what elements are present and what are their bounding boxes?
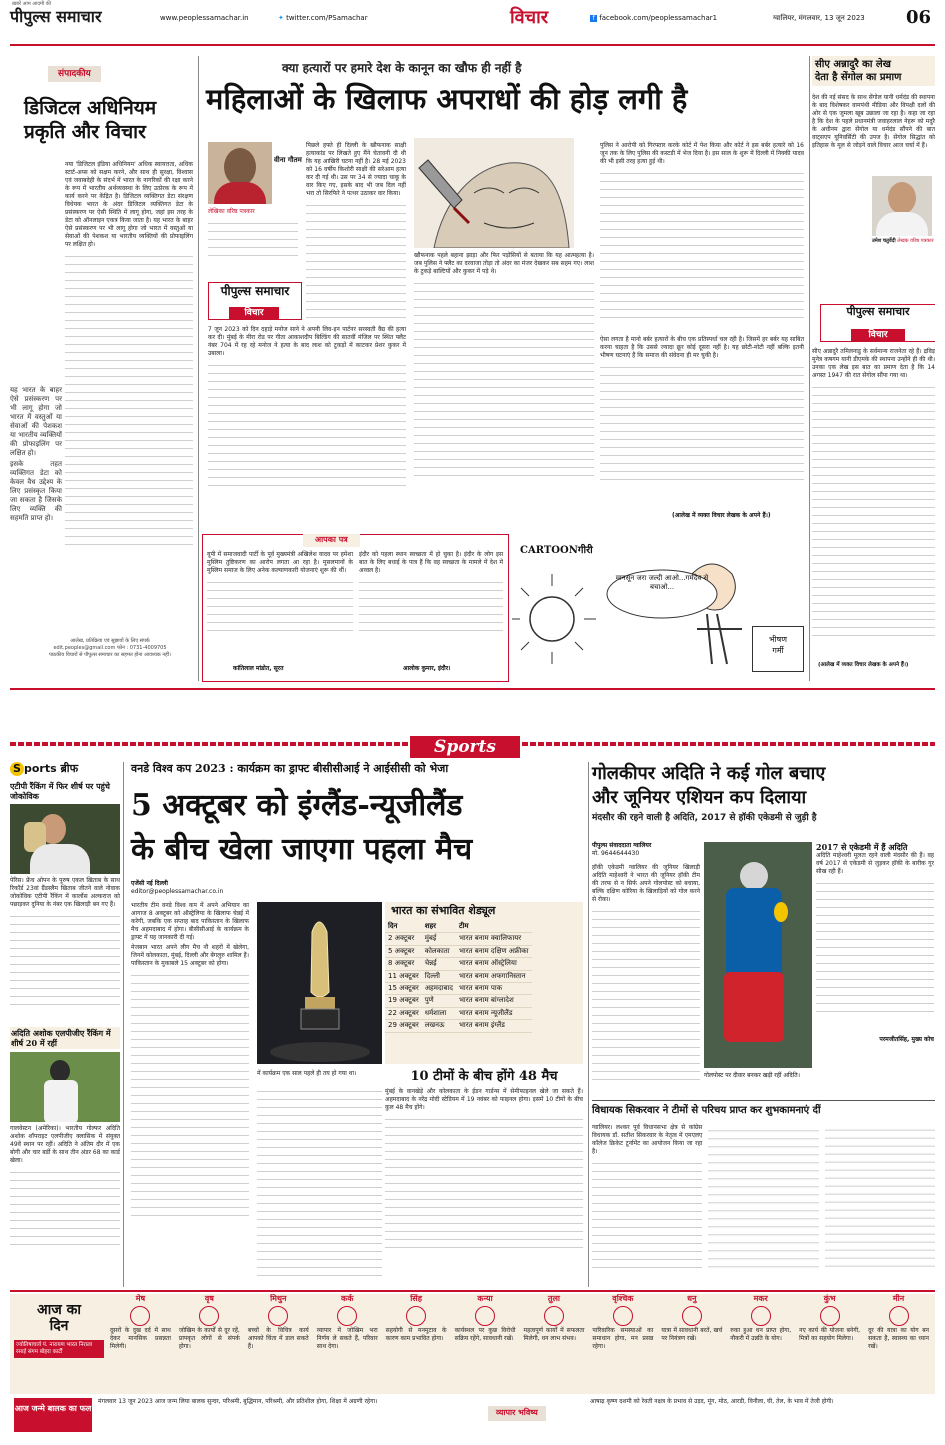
- horoscope-sign-text: व्यापार में जोखिम भरा निर्णय ले सकते हैं, परिवार साथ देगा।: [316, 1326, 378, 1350]
- main-headline: महिलाओं के खिलाफ अपराधों की होड़ लगी है: [206, 82, 688, 116]
- zodiac-icon: [613, 1306, 633, 1326]
- horoscope-sign-text: पारिवारिक समस्याओं का समाधान होगा, मन प्रसन्न रहेगा।: [592, 1326, 654, 1350]
- horoscope-sign: [728, 1294, 793, 1394]
- brief1-photo: [10, 804, 120, 874]
- page-number: 06: [906, 7, 932, 28]
- author-role: लेखिका वरिष्ठ पत्रकार: [208, 208, 255, 215]
- schedule-city: अहमदाबाद: [422, 983, 456, 995]
- twitter-link[interactable]: ✦ twitter.com/PSamachar: [278, 14, 368, 22]
- horoscope-note: ज्योतिषाचार्य पं. नारायण भारत निराला रसाई संगम बोहरा कार्टी: [14, 1340, 104, 1358]
- zodiac-icon: [751, 1306, 771, 1326]
- horoscope-sign: [177, 1294, 242, 1394]
- horoscope-footer: [10, 1396, 935, 1436]
- horoscope-sign-text: बच्चों के विचित्र कार्य आपको चिंता में डाल सकते हैं।: [247, 1326, 309, 1350]
- horoscope-sign: [453, 1294, 518, 1394]
- logo: [10, 1, 102, 28]
- horoscope-sign-name: वृश्चिक: [612, 1294, 634, 1303]
- cartoon-speech: मानसून जरा जल्दी आओ...गर्मदेव से बचाओ...: [615, 574, 709, 591]
- schedule-title: भारत का संभावित शेड्यूल: [391, 904, 496, 917]
- hockey-body: हॉकी एकेडमी ग्वालियर की जूनियर खिलाड़ी अदिति माहेश्वरी ने भारत की जूनियर हॉकी टीम की तरफ से न सिर्फ अपने गोलपोस्ट को बचाया, बल्कि दक्षिण कोरिया के खिलाड़ियों को गोल करने से रोका।: [592, 864, 700, 1094]
- schedule-box: [385, 902, 583, 1064]
- horoscope-sign-name: कर्क: [341, 1294, 354, 1303]
- letters-box: [202, 534, 509, 682]
- hockey-kicker: मंदसौर की रहने वाली है अदिति, 2017 से हॉकी एकेडमी से जुड़ी है: [592, 813, 817, 823]
- schedule-teams: भारत बनाम दक्षिण अफ्रीका: [456, 945, 532, 957]
- hockey-photo-caption: गोलपोस्ट पर दीवार बनकर खड़ी रहीं अदिति।: [704, 1072, 800, 1079]
- editorial-column: [10, 56, 196, 681]
- main-col3: खौफनाक पहले बहाना झाड़ा और फिर पड़ोसियों से बताया कि यह आत्महत्या है। जब पुलिस ने फ्लैट का दरवाजा तोड़ा तो अंदर का मंजर देखकर सब सहम गए। लाश के टुकड़े बाल्टियों और कुकर में पड़े थे।: [414, 252, 594, 492]
- zodiac-icon: [820, 1306, 840, 1326]
- crime-illustration: [414, 138, 574, 248]
- logo-text: पीपुल्स समाचार: [10, 7, 102, 26]
- schedule-row: [385, 945, 532, 957]
- main-article: [202, 56, 807, 526]
- zodiac-icon: [406, 1306, 426, 1326]
- schedule-city: धर्मशाला: [422, 1007, 456, 1019]
- editorial-badge: संपादकीय: [48, 66, 101, 82]
- main-col5: ऐसा लगता है मानो बर्बर हत्यारों के बीच एक प्रतिस्पर्धा चल रही है। जिसमें हर बर्बर यह साबित करना चाहता है कि उससे ज्यादा क्रूर कोई दूसरा नहीं है। यह छोटी-मोटी नहीं बल्कि इतनी भीषण घटनाएं हैं कि समाज की संवेदना ही मर चुकी है।: [600, 336, 804, 516]
- schedule-table: [385, 921, 532, 1033]
- horoscope-sign-text: महत्वपूर्ण कार्यों में सफलता मिलेगी, धन लाभ संभव।: [523, 1326, 585, 1342]
- sub-headline: 10 टीमों के बीच होंगे 48 मैच: [410, 1069, 558, 1084]
- schedule-city: पुणे: [422, 995, 456, 1007]
- horoscope-sign-name: कुंभ: [823, 1294, 836, 1303]
- letter-2-author: आलोक कुमार, इंदौर।: [403, 665, 451, 672]
- schedule-date: 19 अक्टूबर: [385, 995, 422, 1007]
- horoscope-sign-text: जोखिम के कार्यों से दूर रहें, प्रापकृत लोगों से संपर्क होगा।: [178, 1326, 240, 1350]
- page-header: [10, 1, 935, 42]
- horoscope-sign-name: सिंह: [410, 1294, 422, 1303]
- editorial-title: [24, 96, 156, 144]
- cricket-body: ग्वालियर। लश्कर पूर्व विधानसभा क्षेत्र से कांग्रेस विधायक डॉ. सतीश सिकरवार के नेतृत्व में एमएलए कॉलेज क्रिकेट टूर्नामेंट का आयोजन किया जा रहा है।: [592, 1124, 935, 1284]
- schedule-date: 29 अक्टूबर: [385, 1020, 422, 1032]
- schedule-teams: भारत बनाम इंग्लैंड: [456, 1020, 532, 1032]
- editorial-title-line2: प्रकृति और विचार: [24, 121, 146, 143]
- zodiac-icon: [544, 1306, 564, 1326]
- editorial-title-line1: डिजिटल अधिनियम: [24, 97, 157, 119]
- brief1-body: पेरिस। फ्रेंच ओपन के पुरुष एकल खिताब के साथ रिकॉर्ड 23वां ग्रैंडस्लैम खिताब जीतने वाले नोवाक जोकोविक एटीपी रैंकिंग में कार्लोस अल्कराज को पछाड़कर दुनिया के नंबर एक खिलाड़ी बन गए हैं।: [10, 877, 120, 1027]
- cricket-article: [592, 1104, 935, 1287]
- sports-brief-title: S ports ब्रीफ: [10, 762, 120, 777]
- right-footer-note: (आलेख में व्यक्त विचार लेखक के अपने हैं।): [818, 662, 909, 668]
- main-col1: पिछले हफ्ते ही दिल्ली के खौफनाक साक्षी हत्याकांड पर लिखते हुए मैंने चेतावनी दी थी कि यह आखिरी घटना नहीं है। 28 मई 2023 को 16 वर्षीय किशोरी साक्षी की सरेआम हत्या कर दी गई थी। उस पर 34 से ज्यादा चाकू के वार किए गए, इसके बाद भी जब दिल नहीं भरा तो सिरफिरे ने पत्थर उठाकर वार किया।: [306, 142, 406, 337]
- facebook-icon: f: [590, 15, 597, 22]
- brief2-body: गालवेस्टन (अमेरिका)। भारतीय गोल्फर अदिति अशोक शॉपराइट एलपीजीए क्लासिक में संयुक्त 49वें स्थान पर रहीं। अदिति ने अंतिम दौर में एक बोगी और चार बर्डी के साथ तीन अंडर 68 का कार्ड खेला।: [10, 1125, 120, 1265]
- letters-title: आपका पत्र: [303, 534, 360, 547]
- horoscope-sign-name: धनु: [687, 1294, 697, 1303]
- horoscope-title-box: [14, 1298, 104, 1386]
- zodiac-icon: [268, 1306, 288, 1326]
- sub-body: मुंबई के वानखेड़े और कोलकाता के ईडन गार्डन्स में सेमीफाइनल खेले जा सकते हैं। अहमदाबाद के नरेंद्र मोदी स्टेडियम में 19 नवंबर को फाइनल होगा। इसमें 10 टीमों के बीच कुल 48 मैच होंगे।: [385, 1088, 583, 1278]
- editorial-email[interactable]: edit.peoples@gmail.com: [53, 644, 116, 651]
- horoscope-sign: [866, 1294, 931, 1394]
- right-brand-box: पीपुल्स समाचार विचार: [820, 304, 935, 342]
- worldcup-article: [127, 762, 585, 1287]
- cartoon-artist: भीषण गर्मी: [752, 626, 804, 672]
- worldcup-headline: 5 अक्टूबर को इंग्लैंड-न्यूजीलैंड के बीच खेला जाएगा पहला मैच: [131, 788, 473, 867]
- trophy-caption: में कार्यक्रम एक साल पहले ही तय हो गया था।: [257, 1070, 357, 1077]
- schedule-teams: भारत बनाम क्वालिफायर: [456, 933, 532, 945]
- section-title: विचार: [510, 7, 549, 28]
- schedule-city: चेन्नई: [422, 958, 456, 970]
- right-body: सीए अन्नादुरै तमिलनाडु के सर्वमान्य राजनेता रहे हैं। द्रविड़ मुनेत्र कषगम यानी डीएमके की स्थापना उन्होंने ही की थी। उनका एक लेख इस बात का प्रमाण देता है कि 14 अगस्त 1947 की रात सेंगोल सौंपा गया था।: [812, 348, 935, 658]
- worldcup-email[interactable]: editor@peoplessamachar.co.in: [131, 888, 224, 896]
- hockey-article: [592, 762, 935, 1098]
- schedule-date: 8 अक्टूबर: [385, 958, 422, 970]
- cricket-headline: विधायक सिकरवार ने टीमों से परिचय प्राप्त कर शुभकामनाएं दीं: [592, 1105, 821, 1116]
- logo-tagline: खबरें आम आदमी की: [12, 1, 52, 7]
- hockey-quote-author: परमजीतसिंह, मुख्य कोच: [879, 1036, 934, 1043]
- letter-2: इंदौर को पहला स्थान स्वच्छता में हो चुका है। इंदौर के लोग इस बात के लिए बधाई के पात्र हैं कि वह स्वच्छता के मामले में देश में अव्वल है।: [359, 551, 503, 661]
- hockey-photo: [704, 842, 812, 1068]
- worldcup-kicker: वनडे विश्व कप 2023 : कार्यक्रम का ड्राफ्ट बीसीसीआई ने आईसीसी को भेजा: [131, 762, 449, 775]
- business-text: आषाढ़ कृष्ण दशमी को रेवती नक्षत्र के प्रभाव से उड़द, मूंग, मोठ, आरडी, विनौला, घी, तेल, के भाव में तेजी होगी।: [590, 1398, 834, 1405]
- horoscope-sign: [315, 1294, 380, 1394]
- website-link[interactable]: www.peoplessamachar.in: [160, 14, 249, 22]
- schedule-teams: भारत बनाम ऑस्ट्रेलिया: [456, 958, 532, 970]
- schedule-row: [385, 1007, 532, 1019]
- trophy-photo: [257, 902, 382, 1064]
- horoscope-sign-text: नए कार्य की योजना बनेगी, मित्रों का सहयोग मिलेगा।: [799, 1326, 861, 1342]
- schedule-date: 15 अक्टूबर: [385, 983, 422, 995]
- horoscope-sign-name: तुला: [547, 1294, 560, 1303]
- schedule-city: दिल्ली: [422, 970, 456, 982]
- horoscope-sign: [246, 1294, 311, 1394]
- horoscope-signs: [108, 1294, 935, 1394]
- horoscope-sign: [108, 1294, 173, 1394]
- right-headline: सीए अन्नादुरै का लेख देता है सेंगोल का प्रमाण: [812, 56, 935, 86]
- horoscope-strip: [10, 1294, 935, 1394]
- schedule-row: [385, 958, 532, 970]
- horoscope-sign-name: वृष: [204, 1294, 214, 1303]
- schedule-row: [385, 995, 532, 1007]
- horoscope-sign-text: दूर की यात्रा का योग बन सकता है, स्वास्थ्य का ध्यान रखें।: [868, 1326, 929, 1350]
- schedule-teams: भारत बनाम अफगानिस्तान: [456, 970, 532, 982]
- horoscope-sign-text: कार्यस्थल पर कुछ विरोधी सक्रिय रहेंगे, सावधानी रखें।: [454, 1326, 516, 1342]
- article-brand-box: पीपुल्स समाचार विचार: [208, 282, 302, 320]
- hockey-headline: गोलकीपर अदिति ने कई गोल बचाए और जूनियर एशियन कप दिलाया: [592, 763, 826, 808]
- worldcup-body: भारतीय टीम वनडे विश्व कप में अपने अभियान का आगाज 8 अक्टूबर को ऑस्ट्रेलिया के खिलाफ चेन्नई में करेगी, जबकि एक सप्ताह बाद पाकिस्तान के खिलाफ मैच अहमदाबाद में होगा। बीसीसीआई के कार्यक्रम के ड्राफ्ट में यह जानकारी दी गई। मेजबान भारत अपने लीग मैच नौ शहरों में खेलेगा, जिनमें कोलकाता, मुंबई, दिल्ली और बेंगलुरु शामिल हैं। पाकिस्तान के मुकाबले 15 अक्टूबर को होगा।: [131, 902, 249, 1282]
- horoscope-sign-name: मिथुन: [270, 1294, 287, 1303]
- facebook-link[interactable]: f facebook.com/peoplessamachar1: [590, 14, 717, 23]
- brief1-headline: एटीपी रैंकिंग में फिर शीर्ष पर पहुंचे जोकोविक: [10, 780, 110, 801]
- issue-date: ग्वालियर, मंगलवार, 13 जून 2023: [773, 14, 865, 22]
- horoscope-sign-text: रुका हुआ धन प्राप्त होगा, नौकरी में उन्नति के योग।: [730, 1326, 792, 1342]
- horoscope-sign: [590, 1294, 655, 1394]
- schedule-teams: भारत बनाम न्यूजीलैंड: [456, 1007, 532, 1019]
- brief2-photo: [10, 1052, 120, 1122]
- right-author: उमेश चतुर्वेदी लेखक वरिष्ठ पत्रकार: [872, 238, 934, 244]
- zodiac-icon: [475, 1306, 495, 1326]
- schedule-date: 2 अक्टूबर: [385, 933, 422, 945]
- editorial-pullquote: यह भारत के बाहर ऐसे प्रसंस्करण पर भी लागू होगा जो भारत में वस्तुओं या सेवाओं की पेशकश या भारतीय व्यक्तियों की प्रोफाइलिंग पर लक्षित हो। इसके तहत व्यक्तिगत डेटा को केवल वैध उद्देश्य के लिए प्रसंस्कृत किया जा सकता है जिसके लिए व्यक्ति की सहमति प्राप्त हो।: [10, 386, 62, 522]
- sports-brief-column: [10, 762, 120, 1287]
- schedule-date: 5 अक्टूबर: [385, 945, 422, 957]
- main-col2: 7 जून 2023 को दिन दहाड़े मनोज साने ने अपनी लिव-इन पार्टनर सरस्वती वैद्य की हत्या कर दी। मुंबई के मीरा रोड पर गीता आकाशदीप बिल्डिंग की सातवीं मंजिल पर स्थित फ्लैट नंबर 704 में रह रहे मनोज ने हत्या के बाद लाश को टुकड़ों में काटकर प्रेशर कुकर में उबाला।: [208, 326, 406, 496]
- crime-sketch-icon: [414, 138, 574, 248]
- cartoon-box: [512, 534, 807, 680]
- schedule-row: [385, 933, 532, 945]
- zodiac-icon: [889, 1306, 909, 1326]
- editorial-body: नया 'डिजिटल इंडिया अधिनियम' अधिक स्वायत्तता, अधिक स्टार्ट-अप्स को सक्षम करने, और साथ ही सुरक्षा, विश्वास एवं जवाबदेही के संदर्भ में भारत के नागरिकों की रक्षा करने के रूप में भारतीय अर्थव्यवस्था के लिए उत्प्रेरक के रूप में कार्य करने पर केंद्रित है। डिजिटल व्यक्तिगत डेटा संरक्षण विधेयक भारत के अंदर डिजिटल व्यक्तिगत डेटा के प्रसंस्करण पर ऐसी स्थिति में लागू होगा, जहां इस तरह के डेटा को ऑनलाइन एकत्र किया जाता है। यह भारत के बाहर ऐसे प्रसंस्करण पर भी लागू होगा जो भारत में वस्तुओं या सेवाओं की पेशकश या भारतीय व्यक्तियों की प्रोफाइलिंग पर लक्षित हो।: [65, 161, 193, 631]
- editorial-footer: आलेख, प्रतिक्रिया एवं सुझावों के लिए संपर्क edit.peoples@gmail.com फोन : 0731-4009705 पाठकीय विचारों से पीपुल्स समाचार का सहमत होना आवश्यक नहीं।: [49, 638, 171, 658]
- zodiac-icon: [682, 1306, 702, 1326]
- letter-1: यूपी में समाजवादी पार्टी के पूर्व मुख्यमंत्री अखिलेश यादव पर हमेशा मुस्लिम तुष्टिकरण का आरोप लगता आ रहा है। मुसलमानों के मुस्लिम समाज के लिए अनेक कल्याणकारी योजनाएं शुरू की थीं।: [207, 551, 353, 661]
- horoscope-sign: [522, 1294, 587, 1394]
- sports-brief-logo-icon: S: [10, 762, 24, 776]
- schedule-date: 11 अक्टूबर: [385, 970, 422, 982]
- schedule-header-row: दिन शहर टीम: [385, 921, 532, 933]
- author-photo: [208, 142, 272, 204]
- horoscope-sign-name: मेष: [135, 1294, 146, 1303]
- sports-banner: Sports: [410, 736, 520, 758]
- main-footer-note: (आलेख में व्यक्त विचार लेखक के अपने हैं।): [672, 512, 771, 519]
- zodiac-icon: [199, 1306, 219, 1326]
- business-label: व्यापार भविष्य: [488, 1406, 546, 1421]
- horoscope-title: आज का दिन: [37, 1302, 81, 1334]
- horoscope-sign-name: मकर: [753, 1294, 768, 1303]
- header-rule: [10, 44, 935, 46]
- horoscope-sign: [797, 1294, 862, 1394]
- horoscope-sign-text: सहयोगी से मनमुटाव के कारण काम प्रभावित होगा।: [385, 1326, 447, 1342]
- right-article: [812, 56, 935, 681]
- schedule-row: [385, 983, 532, 995]
- horoscope-sign: [659, 1294, 724, 1394]
- schedule-city: मुंबई: [422, 933, 456, 945]
- right-author-photo: [872, 176, 932, 236]
- twitter-icon: ✦: [278, 14, 284, 22]
- zodiac-icon: [337, 1306, 357, 1326]
- horoscope-sign-name: मीन: [892, 1294, 905, 1303]
- zodiac-icon: [130, 1306, 150, 1326]
- horoscope-sign-text: यात्रा में सावधानी बरतें, खर्च पर नियंत्रण रखें।: [661, 1326, 723, 1342]
- schedule-row: [385, 1020, 532, 1032]
- hockey-highlight: 2017 से एकेडमी में हैं अदिति अदिति माहेश्वरी मूलतः रहने वाली मंदसौर की हैं। वह वर्ष 2017 से एकेडमी से जुड़कर हॉकी के बारीक गुर सीख रही हैं। परमजीतसिंह, मुख्य कोच: [816, 842, 934, 1043]
- author-name: वीना गौतम: [274, 156, 302, 164]
- schedule-teams: भारत बनाम बांग्लादेश: [456, 995, 532, 1007]
- horoscope-sign-name: कन्या: [477, 1294, 493, 1303]
- schedule-city: कोलकाता: [422, 945, 456, 957]
- birth-text: मंगलवार 13 जून 2023 आज जन्म लिया बालक सुन्दर, परिश्रमी, बुद्धिमान, परिश्रमी, और प्रतिशील होगा, शिक्षा में अग्रणी रहेगा।: [98, 1398, 378, 1405]
- schedule-date: 22 अक्टूबर: [385, 1007, 422, 1019]
- right-intro: देश की नई संसद के साथ सेंगोल यानी धर्मदंड की स्थापना के बाद विशेषकर वामपंथी मीडिया और विपक्षी दलों की ओर से एक जुमला खूब उछाला जा रहा है। कहा जा रहा है कि देश के पहले प्रधानमंत्री जवाहरलाल नेहरू को मदुरै के अधीनम द्वारा सेंगोल या धर्मदंड सौंपने की बात वाट्सएप यूनिवर्सिटी की उपज है। सेंगोल सिद्धांत को इतिहास के मूल से जोड़ने वाले विचार आज चर्चा में हैं।: [812, 94, 935, 149]
- birth-label: आज जन्मे बालक का फल: [14, 1398, 92, 1432]
- cartoon-brand: CARTOONगीरी: [520, 545, 593, 556]
- hockey-byline: पीपुल्स संवाददाता ग्वालियर मो. 9644644430: [592, 842, 652, 858]
- main-kicker: क्या हत्यारों पर हमारे देश के कानून का खौफ ही नहीं है: [282, 61, 522, 75]
- main-col4: पुलिस ने आरोपी को गिरफ्तार करके कोर्ट में पेश किया और कोर्ट ने इस बर्बर हत्यारे को 16 जून तक के लिए पुलिस की कस्टडी में भेज दिया है। इस साल के शुरू में दिल्ली में निक्की यादव की भी इसी तरह हत्या हुई थी।: [600, 142, 804, 332]
- trophy-icon: [257, 902, 382, 1064]
- worldcup-byline: एजेंसी नई दिल्ली editor@peoplessamachar.co.in: [131, 880, 224, 896]
- letter-1-author: कांतिलाल मांडोत, सूरत: [233, 665, 284, 672]
- brief2-headline: अदिति अशोक एलपीजीए रैंकिंग में शीर्ष 20 में रहीं: [10, 1027, 120, 1049]
- horoscope-sign: [384, 1294, 449, 1394]
- schedule-teams: भारत बनाम पाक: [456, 983, 532, 995]
- schedule-row: [385, 970, 532, 982]
- horoscope-sign-text: दूसरों के दुख दर्द में साथ देकर मानसिक प्रसन्नता मिलेगी।: [110, 1326, 171, 1350]
- schedule-city: लखनऊ: [422, 1020, 456, 1032]
